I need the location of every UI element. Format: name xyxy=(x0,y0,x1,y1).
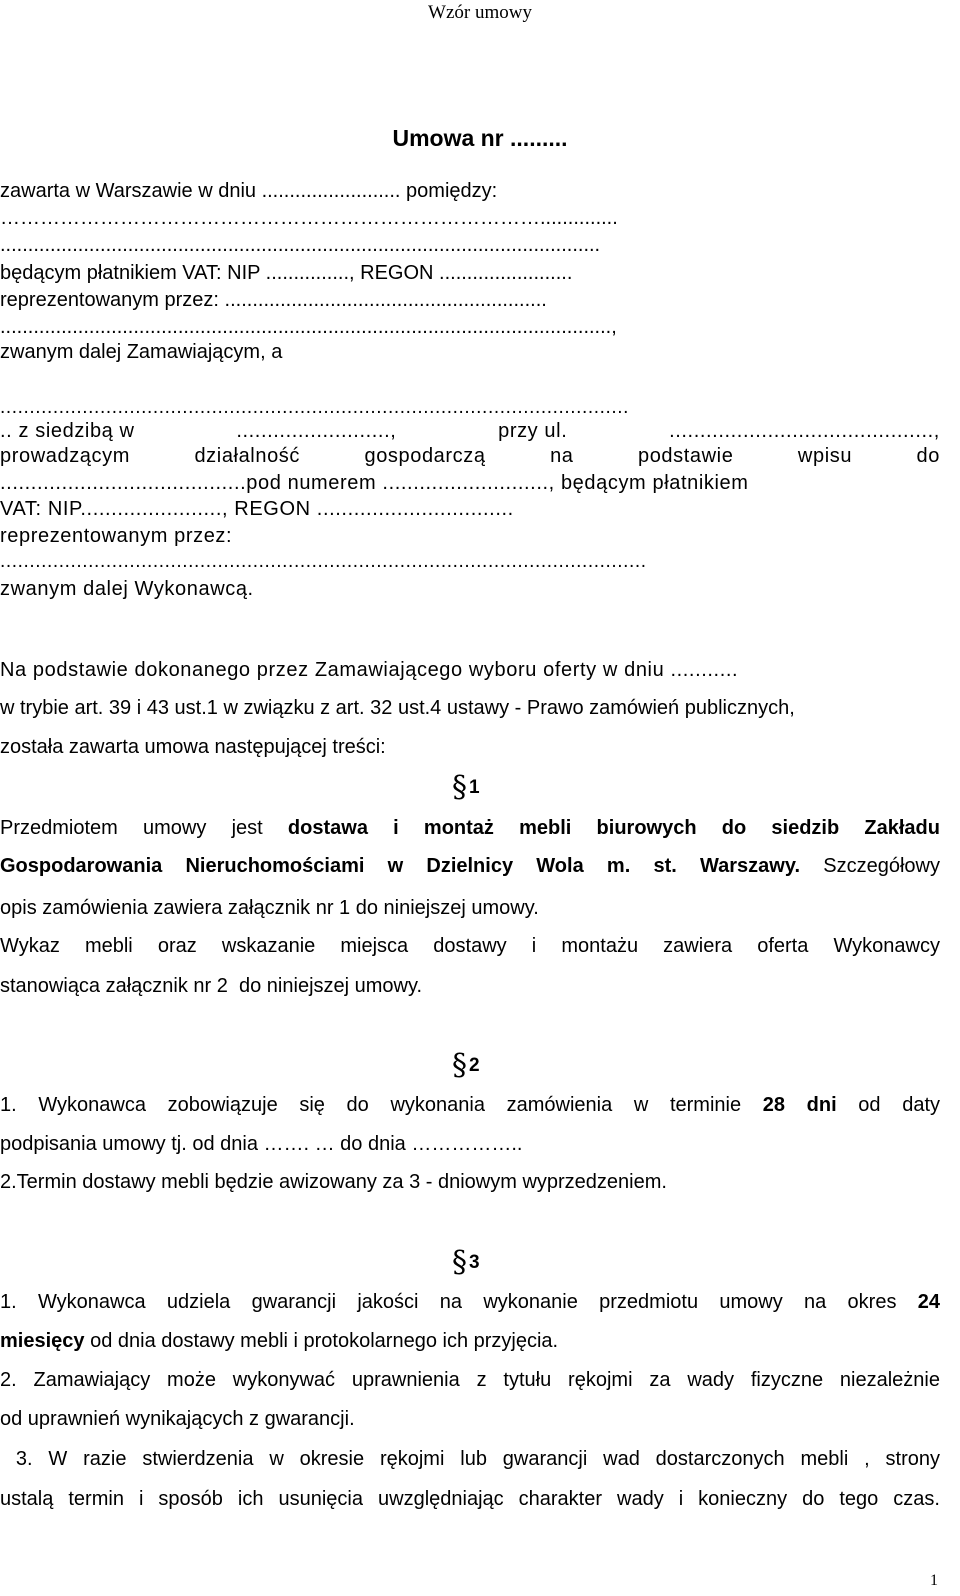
party2-register-line: ........................................pod numerem ..........................., będącym płatnikiem xyxy=(0,472,749,494)
seat-city-blank: ........................., xyxy=(236,420,397,442)
section-heading-3 xyxy=(452,1245,480,1280)
bold-text: 24 xyxy=(917,1291,940,1313)
intro-line: zawarta w Warszawie w dniu ......................... pomiędzy: xyxy=(0,180,498,202)
blank-line: ............................................................................................................ xyxy=(0,234,601,256)
blank-line: ……………………………………………………………………….............. xyxy=(0,207,618,229)
section-symbol: § xyxy=(452,1048,467,1083)
section-heading-1 xyxy=(452,770,480,805)
word: na xyxy=(550,445,574,467)
basis-line: Na podstawie dokonanego przez Zamawiającego wyboru oferty w dniu ........... xyxy=(0,659,739,681)
section-3-line: ustalą termin i sposób ich usunięcia uwzględniając charakter wady i konieczny do tego czas. xyxy=(0,1488,940,1510)
section-number: 2 xyxy=(469,1055,480,1076)
text: Przedmiotem umowy jest xyxy=(0,817,263,839)
contract-title: Umowa nr ......... xyxy=(392,125,568,151)
party1-alias-line: zwanym dalej Zamawiającym, a xyxy=(0,341,283,363)
basis-line: w trybie art. 39 i 43 ust.1 w związku z art. 32 ust.4 ustawy - Prawo zamówień publicznych, xyxy=(0,697,795,719)
section-3-line xyxy=(0,1330,558,1353)
section-1-line xyxy=(0,855,940,878)
word: wpisu xyxy=(797,445,853,467)
section-heading-2 xyxy=(452,1048,480,1083)
section-2-line xyxy=(0,1094,940,1117)
text: od dnia dostawy mebli i protokolarnego ich przyjęcia. xyxy=(90,1330,559,1352)
blank-line: ........................................................................................................... xyxy=(0,397,630,418)
section-2-line: podpisania umowy tj. od dnia ……. … do dnia …………….. xyxy=(0,1133,523,1155)
street-label: przy ul. xyxy=(498,420,568,442)
bold-text: Gospodarowania Nieruchomościami w Dzielnicy Wola m. st. Warszawy. xyxy=(0,855,801,877)
bold-text: miesięcy xyxy=(0,1330,85,1352)
section-1-line: opis zamówienia zawiera załącznik nr 1 do niniejszej umowy. xyxy=(0,897,539,919)
page-number: 1 xyxy=(930,1572,938,1589)
party1-tax-line: będącym płatnikiem VAT: NIP ..............., REGON ........................ xyxy=(0,262,573,284)
word: podstawie xyxy=(637,445,734,467)
section-1-line: Wykaz mebli oraz wskazanie miejsca dostawy i montażu zawiera oferta Wykonawcy xyxy=(0,935,940,957)
text: 1. Wykonawca udziela gwarancji jakości na wykonanie przedmiotu umowy na okres xyxy=(0,1291,897,1313)
basis-line: została zawarta umowa następującej treści: xyxy=(0,736,386,758)
party2-seat-line xyxy=(0,420,940,443)
section-symbol: § xyxy=(452,1245,467,1280)
section-3-line: 2. Zamawiający może wykonywać uprawnienia z tytułu rękojmi za wady fizyczne niezależnie xyxy=(0,1369,940,1391)
blank-line: .............................................................................................................., xyxy=(0,316,617,338)
section-3-line xyxy=(0,1291,940,1314)
bold-text: dostawa i montaż mebli biurowych do siedzib Zakładu xyxy=(287,817,940,839)
text: 1. Wykonawca zobowiązuje się do wykonania zamówienia w terminie xyxy=(0,1094,742,1116)
bold-text: 28 dni xyxy=(762,1094,837,1116)
section-1-line: stanowiąca załącznik nr 2 do niniejszej umowy. xyxy=(0,975,423,997)
party2-tax-line: VAT: NIP......................., REGON ................................ xyxy=(0,498,514,520)
section-1-line xyxy=(0,817,940,840)
word: do xyxy=(916,445,940,467)
seat-label: .. z siedzibą w xyxy=(0,420,135,442)
word: prowadzącym xyxy=(0,445,130,467)
street-blank: ..........................................., xyxy=(669,420,940,442)
party2-representative-label: reprezentowanym przez: xyxy=(0,525,233,547)
section-2-line: 2.Termin dostawy mebli będzie awizowany za 3 - dniowym wyprzedzeniem. xyxy=(0,1171,667,1193)
text: Szczegółowy xyxy=(823,855,940,877)
party2-business-line xyxy=(0,445,940,468)
section-number: 1 xyxy=(469,777,480,798)
section-3-line: 3. W razie stwierdzenia w okresie rękojmi lub gwarancji wad dostarczonych mebli , strony xyxy=(0,1448,940,1470)
text: od daty xyxy=(858,1094,940,1116)
section-symbol: § xyxy=(452,770,467,805)
party1-representative-line: reprezentowanym przez: .......................................................... xyxy=(0,289,547,311)
section-3-line: od uprawnień wynikających z gwarancji. xyxy=(0,1408,355,1430)
section-number: 3 xyxy=(469,1252,480,1273)
word: gospodarczą xyxy=(364,445,486,467)
word: działalność xyxy=(194,445,300,467)
party2-alias-line: zwanym dalej Wykonawcą. xyxy=(0,578,254,600)
blank-line: .............................................................................................................. xyxy=(0,551,647,572)
document-header: Wzór umowy xyxy=(428,2,532,23)
